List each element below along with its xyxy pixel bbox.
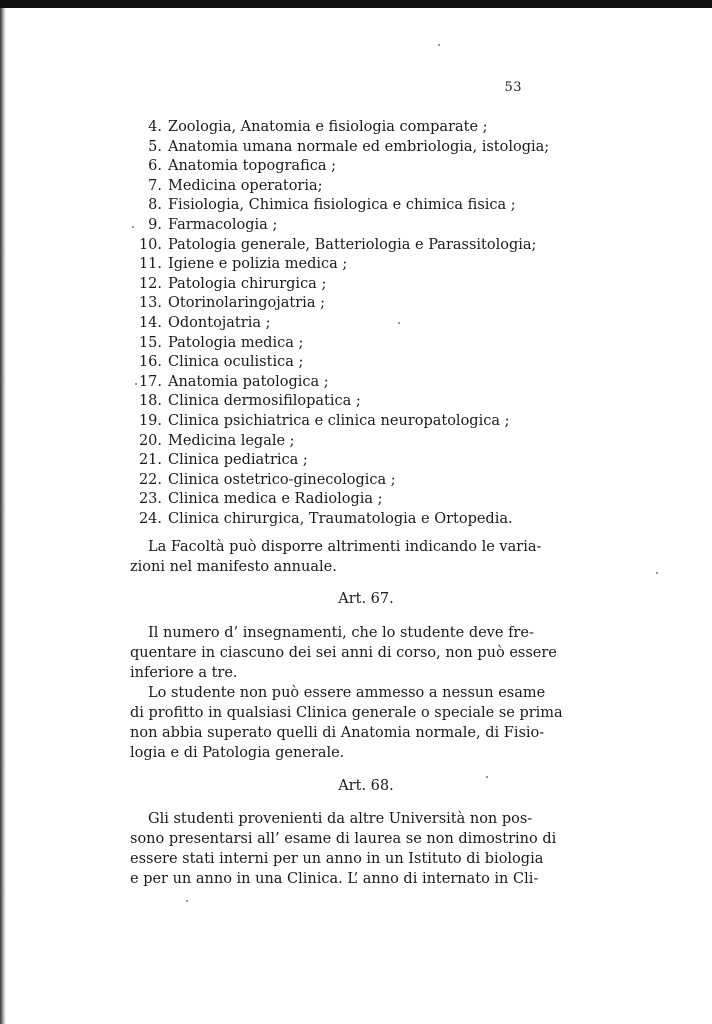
list-item-number: 24. xyxy=(138,511,162,527)
text-line: non abbia superato quelli di Anatomia normale, di Fisio- xyxy=(130,725,545,741)
list-item-text: Clinica psichiatrica e clinica neuropatologica ; xyxy=(168,413,510,429)
paragraph-art67-1 xyxy=(130,623,557,683)
scan-speck xyxy=(486,776,488,778)
article-heading-68: Art. 68. xyxy=(338,778,394,794)
text-line: e per un anno in una Clinica. L’ anno di internato in Cli- xyxy=(130,871,539,887)
list-item-number: 9. xyxy=(148,217,162,233)
list-item-number: 19. xyxy=(138,413,162,429)
text-line: logia e di Patologia generale. xyxy=(130,745,345,761)
list-item-number: 6. xyxy=(148,158,162,175)
list-item-text: Clinica chirurgica, Traumatologia e Ortopedia. xyxy=(168,511,513,527)
list-item-text: Patologia medica ; xyxy=(168,334,304,351)
text-line: di profitto in qualsiasi Clinica generale o speciale se prima xyxy=(130,705,563,721)
text-line: La Facoltà può disporre altrimenti indicando le varia- xyxy=(148,539,542,555)
list-item-text: Clinica pediatrica ; xyxy=(168,452,308,469)
list-item-number: 11. xyxy=(138,256,162,273)
list-item-number: 14. xyxy=(138,315,162,331)
list-item-text: Clinica medica e Radiologia ; xyxy=(168,491,383,508)
list-item-number: 16. xyxy=(138,354,162,371)
text-line: essere stati interni per un anno in un Istituto di biologia xyxy=(130,851,544,867)
scan-speck xyxy=(132,226,134,228)
paragraph-art67-2 xyxy=(130,683,563,763)
list-item-text: Fisiologia, Chimica fisiologica e chimica fisica ; xyxy=(168,197,516,214)
list-item-number: 5. xyxy=(148,138,162,155)
text-line: zioni nel manifesto annuale. xyxy=(130,559,337,575)
text-line: Il numero d’ insegnamenti, che lo studente deve fre- xyxy=(148,625,534,641)
list-item-number: 18. xyxy=(138,393,162,410)
list-item-text: Medicina operatoria; xyxy=(168,177,323,194)
paragraph-art68-1 xyxy=(130,809,557,889)
list-item-text: Patologia generale, Batteriologia e Parassitologia; xyxy=(168,236,537,253)
article-heading-67: Art. 67. xyxy=(338,591,394,607)
list-item-text: Clinica dermosifilopatica ; xyxy=(168,393,361,410)
list-item-number: 7. xyxy=(148,177,162,194)
list-item-text: Clinica oculistica ; xyxy=(168,354,304,371)
scan-speck xyxy=(398,322,400,324)
list-item-text: Farmacologia ; xyxy=(168,217,278,233)
list-item-number: 4. xyxy=(148,119,162,135)
text-line: sono presentarsi all’ esame di laurea se non dimostrino di xyxy=(130,831,557,847)
list-item-number: 17. xyxy=(138,373,162,390)
list-item-text: Patologia chirurgica ; xyxy=(168,275,327,292)
list-item-text: Anatomia topografica ; xyxy=(168,158,337,175)
list-item-text: Otorinolaringojatria ; xyxy=(168,295,325,312)
text-line: inferiore a tre. xyxy=(130,665,238,681)
text-line: Gli studenti provenienti da altre Università non pos- xyxy=(148,811,533,827)
list-item-number: 21. xyxy=(138,452,162,469)
list-item-text: Anatomia umana normale ed embriologia, istologia; xyxy=(168,138,550,155)
list-item-number: 8. xyxy=(148,197,162,214)
list-item-text: Igiene e polizia medica ; xyxy=(168,256,348,273)
list-item-text: Zoologia, Anatomia e fisiologia comparate ; xyxy=(168,119,488,135)
list-item-number: 23. xyxy=(138,491,162,508)
page-number: 53 xyxy=(504,80,522,95)
scan-speck xyxy=(135,383,137,385)
list-item-text: Clinica ostetrico-ginecologica ; xyxy=(168,471,396,488)
list-item-text: Medicina legale ; xyxy=(168,432,295,449)
scan-speck xyxy=(438,44,440,46)
list-item-number: 12. xyxy=(138,275,162,292)
text-line: Lo studente non può essere ammesso a nessun esame xyxy=(148,685,546,701)
paragraph-facolta xyxy=(130,537,542,577)
list-item-number: 22. xyxy=(138,471,162,488)
text-line: quentare in ciascuno dei sei anni di corso, non può essere xyxy=(130,645,557,661)
list-item-number: 20. xyxy=(138,432,162,449)
list-item-text: Odontojatria ; xyxy=(168,315,271,331)
scan-speck xyxy=(186,900,188,902)
list-item-number: 15. xyxy=(138,334,162,351)
list-item-number: 13. xyxy=(138,295,162,312)
scan-speck xyxy=(656,572,658,574)
list-item-text: Anatomia patologica ; xyxy=(168,373,329,390)
list-item-number: 10. xyxy=(138,236,162,253)
